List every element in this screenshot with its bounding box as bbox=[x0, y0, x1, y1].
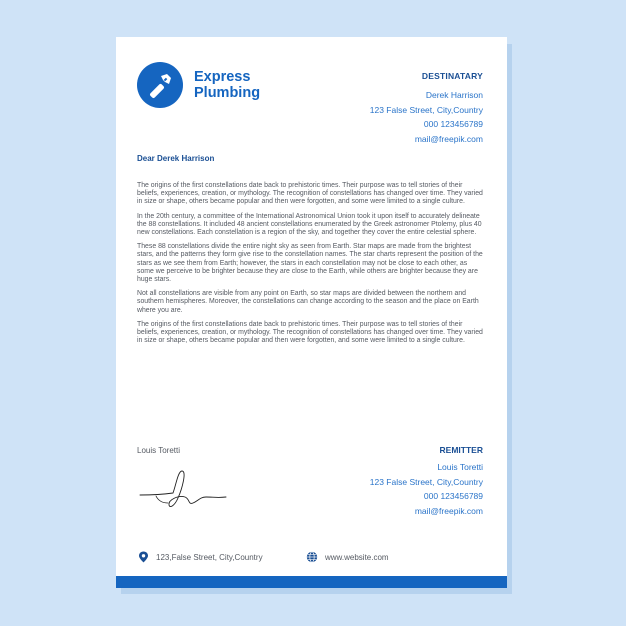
destinatary-email[interactable]: mail@freepik.com bbox=[414, 133, 483, 144]
footer-address bbox=[138, 551, 263, 563]
location-pin-icon bbox=[138, 551, 149, 563]
salutation: Dear Derek Harrison bbox=[137, 154, 215, 163]
destinatary-phone: 000 123456789 bbox=[423, 119, 483, 129]
company-name bbox=[194, 69, 260, 101]
destinatary-name: Derek Harrison bbox=[425, 90, 483, 100]
company-name-line2: Plumbing bbox=[194, 85, 261, 101]
footer-website-text: www.website.com bbox=[325, 552, 389, 562]
letterhead-page bbox=[116, 37, 507, 588]
paragraph: In the 20th century, a committee of the International Astronomical Union took it upon itself to accurately delineate the 88 constellations. It included 48 ancient constellations enumerated by the Greek astronomer Ptolemy, plus 40 new constellations. Each constellation is a region of the sky, and together they cover the entire celestial sphere. bbox=[137, 212, 482, 237]
bottom-accent-bar bbox=[116, 576, 507, 588]
remitter-email[interactable]: mail@freepik.com bbox=[414, 505, 483, 516]
paragraph: These 88 constellations divide the entire night sky as seen from Earth. Star maps are made from the brightest stars, and the patterns they form give rise to the constellation names. The star charts represent the position of the stars as we see them from Earth; however, the stars in each constellation may not be close to each other, as some we perceive to be brighter because they are close to the Earth, while others are brighter because they are huge stars. bbox=[137, 243, 483, 284]
paragraph: The origins of the first constellations date back to prehistoric times. Their purpose was to tell stories of their beliefs, experiences, creation, or mythology. The recognition of constellations has changed over time. They varied in size or shape, others became popular and then were forgotten, and some were limited to a single culture. bbox=[137, 182, 483, 206]
globe-icon bbox=[306, 551, 318, 563]
remitter-name: Louis Toretti bbox=[437, 462, 483, 472]
company-logo bbox=[137, 62, 260, 108]
destinatary-block bbox=[370, 71, 483, 146]
footer-address-text: 123,False Street, City,Country bbox=[156, 552, 263, 562]
paragraph: The origins of the first constellations date back to prehistoric times. Their purpose was to tell stories of their beliefs, experiences, creation, or mythology. The recognition of constellations has changed over time. They varied in size or shape, others became popular and then were forgotten, and some were limited to a single culture. bbox=[137, 320, 483, 345]
remitter-phone: 000 123456789 bbox=[423, 491, 483, 501]
signature bbox=[138, 465, 233, 520]
letter-body bbox=[137, 182, 485, 351]
wrench-icon bbox=[137, 62, 183, 108]
remitter-address: 123 False Street, City,Country bbox=[369, 476, 483, 487]
destinatary-title: DESTINATARY bbox=[421, 71, 483, 81]
remitter-title: REMITTER bbox=[439, 445, 483, 455]
paragraph: Not all constellations are visible from any point on Earth, so star maps are divided between the northern and southern hemispheres. Moreover, the constellations can change according to the season and the place on Earth where you are. bbox=[137, 290, 479, 314]
destinatary-address: 123 False Street, City,Country bbox=[369, 104, 483, 115]
company-name-line1: Express bbox=[194, 69, 251, 85]
remitter-block bbox=[370, 445, 483, 518]
footer-website[interactable] bbox=[306, 551, 389, 563]
signer-name: Louis Toretti bbox=[137, 446, 180, 455]
